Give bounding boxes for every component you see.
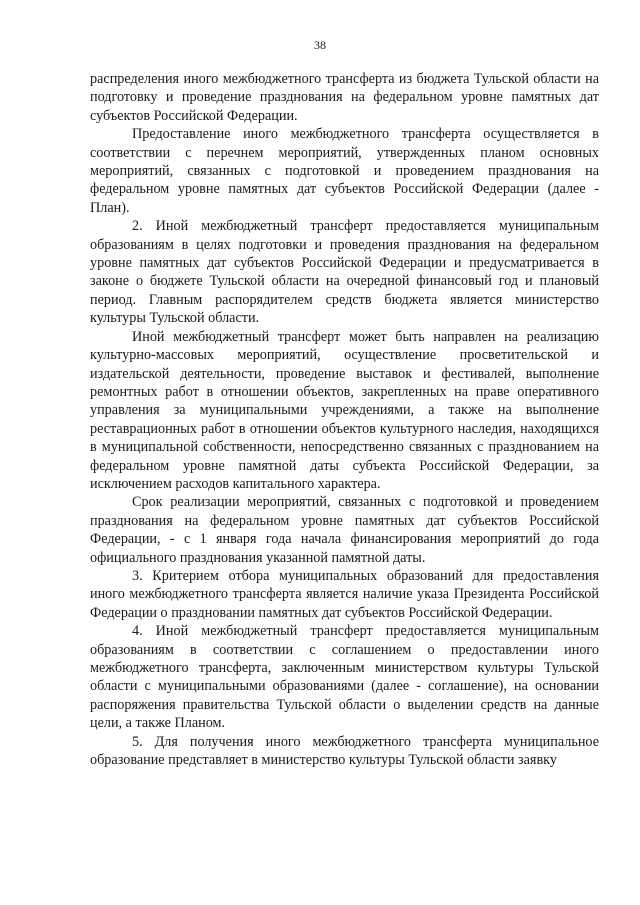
paragraph-item-4: 4. Иной межбюджетный трансферт предоставляется муниципальным образованиям в соответствии с соглашением о предоставлении иного межбюджетного трансферта, заключенным министерством культуры Тульской области с муниципальными образованиями (далее - соглашение), на основании распоряжения правительства Тульской области о выделении средств на данные цели, а также Планом. [90,623,599,732]
document-body [90,70,599,769]
paragraph-item-5: 5. Для получения иного межбюджетного трансферта муниципальное образование представляет в министерство культуры Тульской области заявку [90,733,599,769]
paragraph-implementation-period: Срок реализации мероприятий, связанных с подготовкой и проведением празднования на федеральном уровне памятных дат субъектов Российской Федерации, - с 1 января года начала финансирования мероприятий до года официального празднования указанной памятной даты. [90,494,599,566]
paragraph-plan-definition: Предоставление иного межбюджетного трансферта осуществляется в соответствии с перечнем мероприятий, утвержденных планом основных мероприятий, связанных с подготовкой и проведением празднования на федеральном уровне памятных дат субъектов Российской Федерации (далее - План). [90,126,599,216]
paragraph-continuation: распределения иного межбюджетного трансферта из бюджета Тульской области на подготовку и проведение празднования на федеральном уровне памятных дат субъектов Российской Федерации. [90,71,599,124]
page-number: 38 [314,38,326,52]
paragraph-transfer-purposes: Иной межбюджетный трансферт может быть направлен на реализацию культурно-массовых мероприятий, осуществление просветительской и издательской деятельности, проведение выставок и фестивалей, выполнение ремонтных работ в отношении объектов, закрепленных на праве оперативного управления за муниципальными учреждениями, а также на выполнение реставрационных работ в отношении объектов культурного наследия, находящихся в муниципальной собственности, непосредственно связанных с празднованием на федеральном уровне памятной даты субъекта Российской Федерации, за исключением расходов капитального характера. [90,328,599,492]
paragraph-item-3: 3. Критерием отбора муниципальных образований для предоставления иного межбюджетного трансферта является наличие указа Президента Российской Федерации о праздновании памятных дат субъектов Российской Федерации. [90,567,599,621]
paragraph-item-2: 2. Иной межбюджетный трансферт предоставляется муниципальным образованиям в целях подготовки и проведения празднования на федеральном уровне памятных дат субъектов Российской Федерации и предусматривается в законе о бюджете Тульской области на очередной финансовый год и плановый период. Главным распорядителем средств бюджета является министерство культуры Тульской области. [90,218,599,327]
